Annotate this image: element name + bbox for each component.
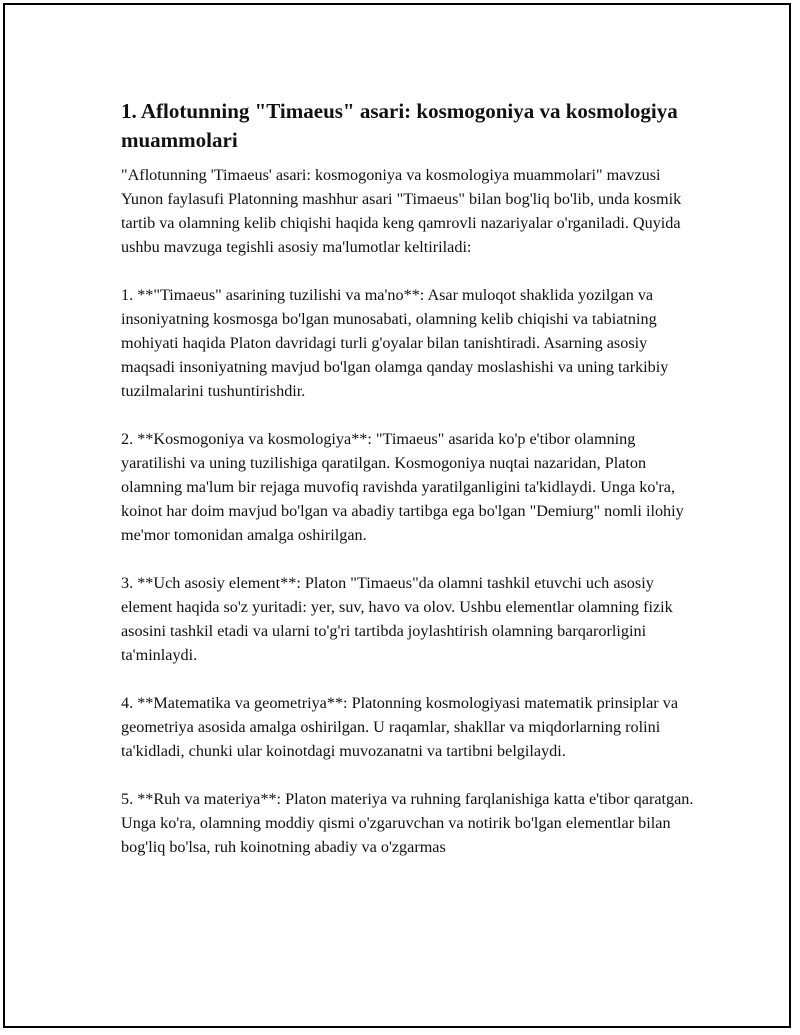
paragraph-item-5: 5. **Ruh va materiya**: Platon materiya va ruhning farqlanishiga katta e'tibor qaratgan. Unga ko'ra, olamning moddiy qismi o'zgaruvchan va notirik bo'lgan elementlar bilan bog'liq bo'lsa, ruh koinotning abadiy va o'zgarmas bbox=[121, 790, 694, 856]
paragraph-item-3: 3. **Uch asosiy element**: Platon "Timaeus"da olamni tashkil etuvchi uch asosiy element haqida so'z yuritadi: yer, suv, havo va olov. Ushbu elementlar olamning fizik asosini tashkil etadi va ularni to'g'ri tartibda joylashtirish olamning barqarorligini ta'minlaydi. bbox=[121, 574, 673, 664]
document-page bbox=[3, 3, 791, 1028]
section-heading: 1. Aflotunning "Timaeus" asari: kosmogoniya va kosmologiya muammolari bbox=[121, 99, 678, 152]
intro-paragraph: "Aflotunning 'Timaeus' asari: kosmogoniya va kosmologiya muammolari" mavzusi Yunon faylasufi Platonning mashhur asari "Timaeus" bilan bog'liq bo'lib, unda kosmik tartib va olamning kelib chiqishi haqida keng qamrovli nazariyalar o'rganiladi. Quyida ushbu mavzuga tegishli asosiy ma'lumotlar keltiriladi: bbox=[121, 166, 682, 256]
document-body bbox=[121, 163, 701, 859]
paragraph-item-1: 1. **"Timaeus" asarining tuzilishi va ma'no**: Asar muloqot shaklida yozilgan va insoniyatning kosmosga bo'lgan munosabati, olamning kelib chiqishi va tabiatning mohiyati haqida Platon davridagi turli g'oyalar bilan tanishtiradi. Asarning asosiy maqsadi insoniyatning mavjud bo'lgan olamga qanday moslashishi va uning tarkibiy tuzilmalarini tushuntirishdir. bbox=[121, 286, 669, 400]
paragraph-item-4: 4. **Matematika va geometriya**: Platonning kosmologiyasi matematik prinsiplar va geometriya asosida amalga oshirilgan. U raqamlar, shakllar va miqdorlarning rolini ta'kidladi, chunki ular koinotdagi muvozanatni va tartibni belgilaydi. bbox=[121, 694, 679, 760]
paragraph-item-2: 2. **Kosmogoniya va kosmologiya**: "Timaeus" asarida ko'p e'tibor olamning yaratilishi va uning tuzilishiga qaratilgan. Kosmogoniya nuqtai nazaridan, Platon olamning ma'lum bir rejaga muvofiq ravishda yaratilganligini ta'kidlaydi. Unga ko'ra, koinot har doim mavjud bo'lgan va abadiy tartibga ega bo'lgan "Demiurg" nomli ilohiy me'mor tomonidan amalga oshirilgan. bbox=[121, 430, 684, 544]
